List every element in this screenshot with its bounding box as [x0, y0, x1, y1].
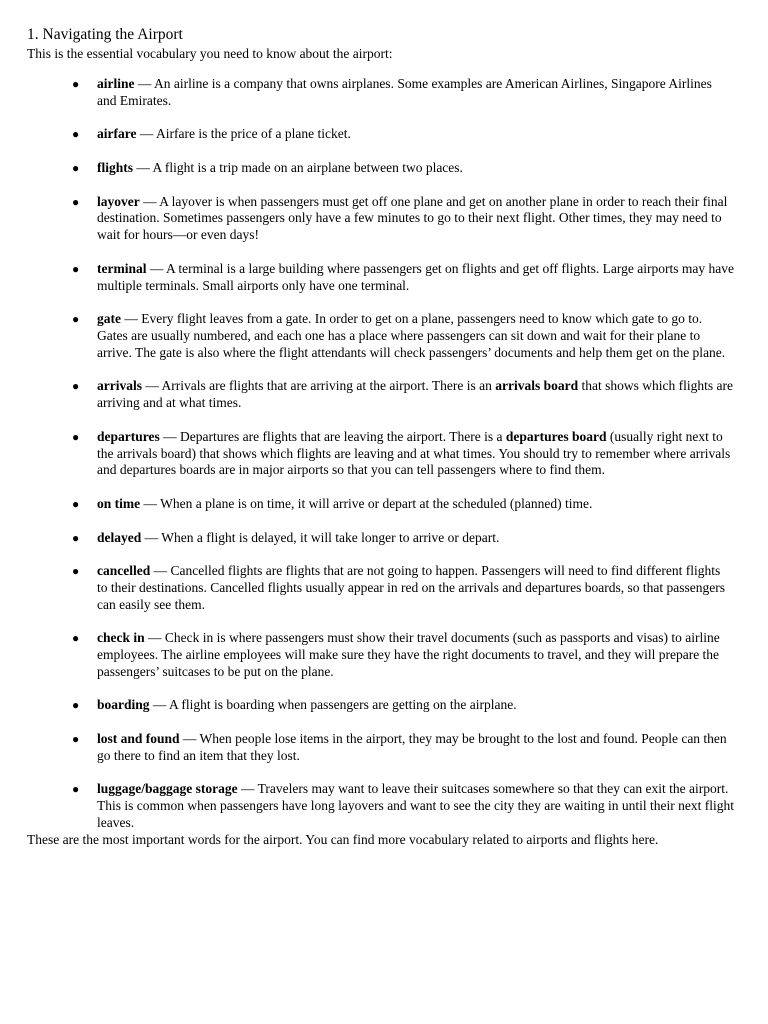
vocab-item-boarding — [27, 697, 748, 714]
bullet-icon: ● — [72, 194, 80, 209]
vocab-term: delayed — [97, 529, 142, 545]
vocab-term: arrivals — [97, 378, 142, 394]
bullet-icon: ● — [72, 782, 80, 797]
vocab-term: gate — [97, 311, 121, 327]
vocab-definition: — When people lose items in the airport, they may be brought to the lost and found. People can then go there to find an item that they lost. — [97, 731, 727, 763]
vocab-inline-term: arrivals board — [495, 378, 579, 394]
vocab-item-departures — [27, 429, 748, 479]
vocab-item-airline — [27, 76, 748, 110]
vocab-term: terminal — [97, 260, 147, 276]
bullet-icon: ● — [72, 564, 80, 579]
bullet-icon: ● — [72, 732, 80, 747]
vocab-item-cancelled — [27, 563, 748, 613]
vocab-item-terminal — [27, 261, 748, 295]
vocab-term: layover — [97, 193, 140, 209]
bullet-icon: ● — [72, 127, 80, 142]
vocab-definition: — Departures are flights that are leaving the airport. There is a — [159, 428, 506, 444]
vocab-inline-term: departures board — [505, 428, 607, 444]
vocab-term: luggage/baggage storage — [97, 781, 238, 797]
vocab-definition: — A layover is when passengers must get off one plane and get on another plane in order to reach their final destination. Sometimes passengers only have a few minutes to go to their next flight. Other times, they may need to wait for hours—or even days! — [97, 193, 728, 243]
vocab-definition: — Airfare is the price of a plane ticket. — [136, 126, 351, 142]
vocab-definition: — Arrivals are flights that are arriving at the airport. There is an — [142, 378, 496, 394]
bullet-icon: ● — [72, 530, 80, 545]
vocab-definition: — When a flight is delayed, it will take longer to arrive or depart. — [141, 529, 500, 545]
bullet-icon: ● — [72, 698, 80, 713]
vocab-term: lost and found — [97, 731, 180, 747]
vocabulary-list — [27, 76, 748, 832]
closing-paragraph: These are the most important words for the airport. You can find more vocabulary related to airports and flights here. — [27, 831, 659, 847]
bullet-icon: ● — [72, 77, 80, 91]
vocab-item-gate — [27, 311, 748, 361]
bullet-icon: ● — [72, 261, 80, 276]
vocab-term: airline — [97, 76, 135, 91]
vocab-definition-continued: that shows which flights are arriving and at what times. — [97, 378, 733, 411]
bullet-icon: ● — [72, 496, 80, 511]
vocab-item-airfare — [27, 126, 748, 143]
vocab-definition: — An airline is a company that owns airplanes. Some examples are American Airlines, Singapore Airlines and Emirates. — [97, 76, 712, 108]
vocab-item-on-time — [27, 496, 748, 513]
vocab-term: airfare — [97, 126, 137, 142]
vocab-definition: — A flight is boarding when passengers are getting on the airplane. — [149, 697, 517, 713]
vocab-term: check in — [97, 630, 145, 646]
intro-paragraph: This is the essential vocabulary you need to know about the airport: — [27, 46, 393, 61]
vocab-definition: — A flight is a trip made on an airplane between two places. — [133, 159, 463, 175]
vocab-term: cancelled — [97, 563, 151, 579]
bullet-icon: ● — [72, 312, 80, 327]
vocab-term: flights — [97, 159, 134, 175]
vocab-definition: — Cancelled flights are flights that are not going to happen. Passengers will need to find different flights to their destinations. Cancelled flights usually appear in red on the arrivals and departures boards, so that passengers can easily see them. — [97, 563, 725, 612]
vocab-definition-continued: (usually right next to the arrivals board) that shows which flights are leaving and at what times. You should try to remember where arrivals and departures boards are in major airports so that you can tell passengers where to find them. — [97, 428, 731, 478]
vocab-definition: — Travelers may want to leave their suitcases somewhere so that they can exit the airport. This is common when passengers have long layovers and want to see the city they are waiting in until their next flight leaves. — [97, 781, 734, 831]
vocab-item-delayed — [27, 530, 748, 547]
vocab-item-flights — [27, 160, 748, 177]
vocab-item-arrivals — [27, 378, 748, 412]
vocab-term: boarding — [97, 697, 150, 713]
vocab-item-check-in — [27, 630, 748, 680]
vocab-term: departures — [97, 428, 160, 444]
bullet-icon: ● — [72, 160, 80, 175]
bullet-icon: ● — [72, 631, 80, 646]
bullet-icon: ● — [72, 429, 80, 444]
vocab-item-lost-and-found — [27, 731, 748, 765]
vocab-item-luggage-baggage-storage — [27, 781, 748, 831]
vocab-definition: — A terminal is a large building where passengers get on flights and get off flights. Large airports may have multiple terminals. Small airports only have one terminal. — [97, 260, 734, 293]
vocab-definition: — When a plane is on time, it will arrive or depart at the scheduled (planned) time. — [140, 495, 593, 511]
vocab-definition: — Check in is where passengers must show their travel documents (such as passports and visas) to airline employees. The airline employees will make sure they have the right documents to travel, and they will prepare the passengers’ suitcases to be put on the plane. — [97, 630, 720, 679]
bullet-icon: ● — [72, 379, 80, 394]
section-heading: 1. Navigating the Airport — [27, 26, 183, 43]
vocab-item-layover — [27, 194, 748, 244]
vocab-term: on time — [97, 495, 141, 511]
vocab-definition: — Every flight leaves from a gate. In order to get on a plane, passengers need to know which gate to go to. Gates are usually numbered, and each one has a place where passengers can sit down and wait for their plane to arrive. The gate is also where the flight attendants will check passengers’ documents and help them get on the plane. — [97, 311, 726, 360]
